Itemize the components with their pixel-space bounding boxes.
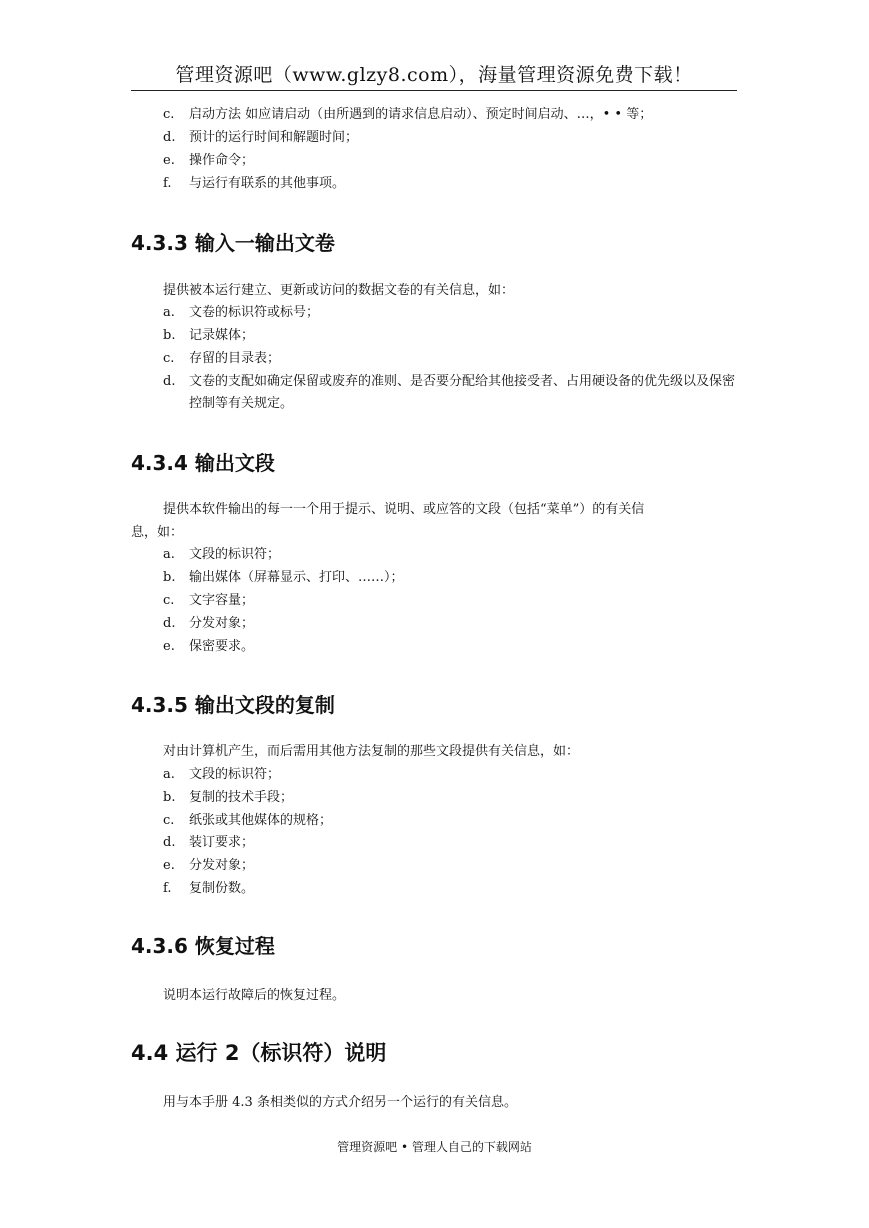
list-label: d. <box>163 130 176 145</box>
list-item <box>163 787 293 809</box>
list-item <box>163 567 404 589</box>
list-label: a. <box>163 547 175 562</box>
list-text: 启动方法 如应请启动（由所遇到的请求信息启动）、预定时间启动、…，• • 等； <box>189 107 653 122</box>
list-text: 输出媒体（屏幕显示、打印、……）； <box>189 570 404 585</box>
list-label: b. <box>163 328 176 343</box>
list-label: f. <box>163 881 172 896</box>
list-label: c. <box>163 593 175 608</box>
list-text: 操作命令； <box>189 153 255 168</box>
list-text: 预计的运行时间和解题时间； <box>189 130 359 145</box>
list-item <box>163 855 254 877</box>
section-intro-line2: 息，如： <box>131 525 184 540</box>
list-label: d. <box>163 835 176 850</box>
list-item <box>163 104 652 126</box>
list-text: 记录媒体； <box>189 328 255 343</box>
list-item <box>163 348 280 370</box>
list-item <box>163 764 280 786</box>
list-label: b. <box>163 570 176 585</box>
section-heading-4-3-4: 4.3.4 输出文段 <box>131 451 275 475</box>
list-item <box>163 810 332 832</box>
list-text: 分发对象； <box>189 858 255 873</box>
section-intro: 提供被本运行建立、更新或访问的数据文卷的有关信息，如： <box>163 283 515 298</box>
section-heading-4-3-5: 4.3.5 输出文段的复制 <box>131 693 335 717</box>
list-item <box>163 302 319 324</box>
list-text: 复制份数。 <box>189 881 255 896</box>
list-label: f. <box>163 176 172 191</box>
list-text: 文段的标识符； <box>189 767 281 782</box>
list-label: e. <box>163 639 175 654</box>
list-item <box>163 325 254 347</box>
list-label: a. <box>163 305 175 320</box>
list-item <box>163 590 254 612</box>
list-label: c. <box>163 351 175 366</box>
list-label: e. <box>163 153 175 168</box>
list-text: 复制的技术手段； <box>189 790 294 805</box>
list-label: b. <box>163 790 176 805</box>
section-heading-4-3-3: 4.3.3 输入一输出文卷 <box>131 231 335 255</box>
section-intro-line1: 提供本软件输出的每一一个用于提示、说明、或应答的文段（包括“菜单”）的有关信 <box>163 502 645 517</box>
list-item <box>163 544 280 566</box>
list-item <box>163 150 254 172</box>
list-text: 文字容量； <box>189 593 255 608</box>
page-footer: 管理资源吧 • 管理人自己的下载网站 <box>337 1140 532 1154</box>
page-header: 管理资源吧（www.glzy8.com），海量管理资源免费下载！ <box>175 64 693 86</box>
list-label: c. <box>163 813 175 828</box>
list-label: e. <box>163 858 175 873</box>
list-label: a. <box>163 767 175 782</box>
list-item <box>163 173 345 195</box>
list-item <box>163 127 358 149</box>
list-text: 纸张或其他媒体的规格； <box>189 813 333 828</box>
section-heading-4-4: 4.4 运行 2（标识符）说明 <box>131 1041 387 1065</box>
list-text: 存留的目录表； <box>189 351 281 366</box>
list-text: 文卷的支配如确定保留或废弃的准则、是否要分配给其他接受者、占用硬设备的优先级以及保密控制等有关规定。 <box>189 374 736 411</box>
section-heading-4-3-6: 4.3.6 恢复过程 <box>131 934 275 958</box>
list-text: 分发对象； <box>189 616 255 631</box>
list-label: d. <box>163 374 176 389</box>
header-rule <box>131 90 737 91</box>
list-item <box>163 636 254 658</box>
list-label: c. <box>163 107 175 122</box>
list-item <box>163 613 254 635</box>
list-label: d. <box>163 616 176 631</box>
list-text: 装订要求； <box>189 835 255 850</box>
section-paragraph: 用与本手册 4.3 条相类似的方式介绍另一个运行的有关信息。 <box>163 1095 517 1110</box>
section-paragraph: 说明本运行故障后的恢复过程。 <box>163 988 346 1003</box>
list-item <box>163 371 737 415</box>
list-text: 与运行有联系的其他事项。 <box>189 176 346 191</box>
list-text: 文卷的标识符或标号； <box>189 305 320 320</box>
section-intro: 对由计算机产生，而后需用其他方法复制的那些文段提供有关信息，如： <box>163 744 580 759</box>
list-item <box>163 878 254 900</box>
list-item <box>163 832 254 854</box>
list-text: 文段的标识符； <box>189 547 281 562</box>
list-text: 保密要求。 <box>189 639 255 654</box>
